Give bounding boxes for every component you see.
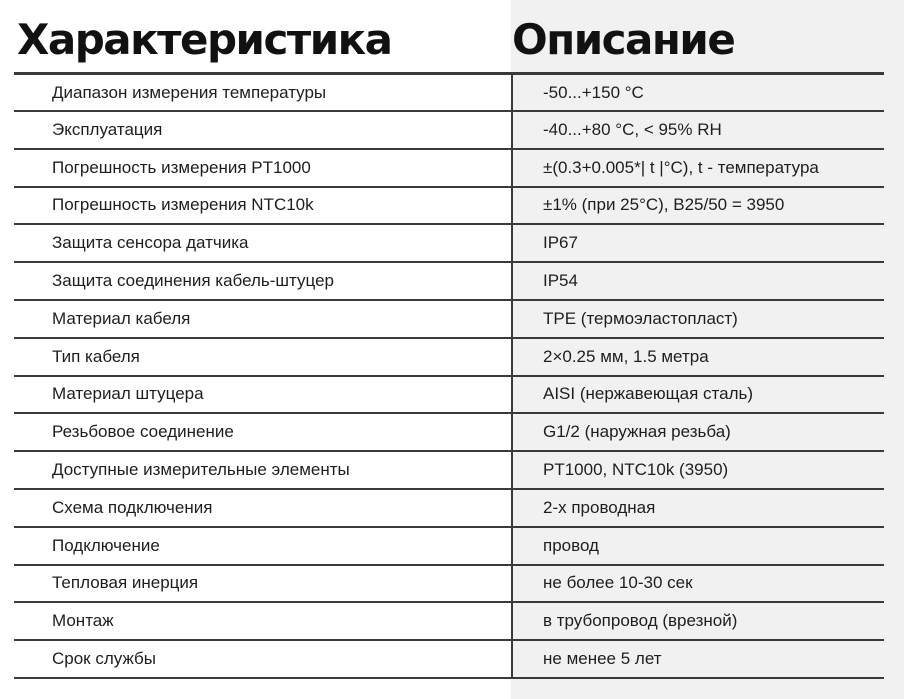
table-row	[14, 263, 884, 301]
characteristic-cell: Погрешность измерения PT1000	[52, 157, 311, 177]
description-cell: ±(0.3+0.005*| t |°C), t - температура	[543, 157, 819, 177]
table-row	[14, 72, 884, 112]
description-cell: провод	[543, 535, 599, 555]
table-header	[0, 0, 904, 74]
description-cell: в трубопровод (врезной)	[543, 611, 738, 631]
table-row	[14, 603, 884, 641]
description-cell: IP67	[543, 233, 578, 253]
column-divider	[511, 490, 513, 526]
characteristic-cell: Защита сенсора датчика	[52, 233, 249, 253]
description-cell: 2-х проводная	[543, 497, 656, 517]
specs-table	[14, 72, 884, 679]
characteristic-cell: Материал штуцера	[52, 384, 204, 404]
description-cell: не более 10-30 сек	[543, 573, 693, 593]
description-cell: -40...+80 °C, < 95% RH	[543, 119, 722, 139]
column-divider	[511, 452, 513, 488]
characteristic-heading: Характеристика	[17, 15, 392, 64]
table-row	[14, 339, 884, 377]
column-divider	[511, 528, 513, 564]
table-row	[14, 641, 884, 679]
column-divider	[511, 339, 513, 375]
column-divider	[511, 301, 513, 337]
characteristic-cell: Погрешность измерения NTC10k	[52, 195, 314, 215]
column-divider	[511, 566, 513, 602]
characteristic-cell: Схема подключения	[52, 497, 213, 517]
column-divider	[511, 641, 513, 677]
description-cell: -50...+150 °C	[543, 82, 644, 102]
column-divider	[511, 377, 513, 413]
column-divider	[511, 188, 513, 224]
column-divider	[511, 263, 513, 299]
description-cell: PT1000, NTC10k (3950)	[543, 460, 729, 480]
table-row	[14, 112, 884, 150]
table-row	[14, 414, 884, 452]
table-row	[14, 490, 884, 528]
characteristic-cell: Защита соединения кабель-штуцер	[52, 271, 334, 291]
table-row	[14, 528, 884, 566]
characteristic-cell: Тепловая инерция	[52, 573, 199, 593]
characteristic-cell: Материал кабеля	[52, 308, 191, 328]
characteristic-cell: Доступные измерительные элементы	[52, 460, 350, 480]
description-cell: 2×0.25 мм, 1.5 метра	[543, 346, 709, 366]
description-cell: не менее 5 лет	[543, 649, 662, 669]
description-cell: G1/2 (наружная резьба)	[543, 422, 731, 442]
description-cell: AISI (нержавеющая сталь)	[543, 384, 754, 404]
characteristic-cell: Диапазон измерения температуры	[52, 82, 327, 102]
column-divider	[511, 225, 513, 261]
table-row	[14, 301, 884, 339]
characteristic-cell: Эксплуатация	[52, 119, 163, 139]
characteristic-cell: Монтаж	[52, 611, 114, 631]
column-divider	[511, 150, 513, 186]
table-row	[14, 150, 884, 188]
table-row	[14, 452, 884, 490]
characteristic-cell: Срок службы	[52, 649, 156, 669]
description-cell: ±1% (при 25°C), B25/50 = 3950	[543, 195, 785, 215]
description-cell: TPE (термоэластопласт)	[543, 308, 738, 328]
characteristic-cell: Подключение	[52, 535, 160, 555]
table-row	[14, 188, 884, 226]
column-divider	[511, 112, 513, 148]
characteristic-cell: Резьбовое соединение	[52, 422, 234, 442]
characteristic-cell: Тип кабеля	[52, 346, 140, 366]
column-divider	[511, 414, 513, 450]
description-cell: IP54	[543, 271, 578, 291]
table-row	[14, 566, 884, 604]
table-row	[14, 377, 884, 415]
column-divider	[511, 75, 513, 110]
table-row	[14, 225, 884, 263]
column-divider	[511, 603, 513, 639]
description-heading: Описание	[512, 15, 735, 64]
